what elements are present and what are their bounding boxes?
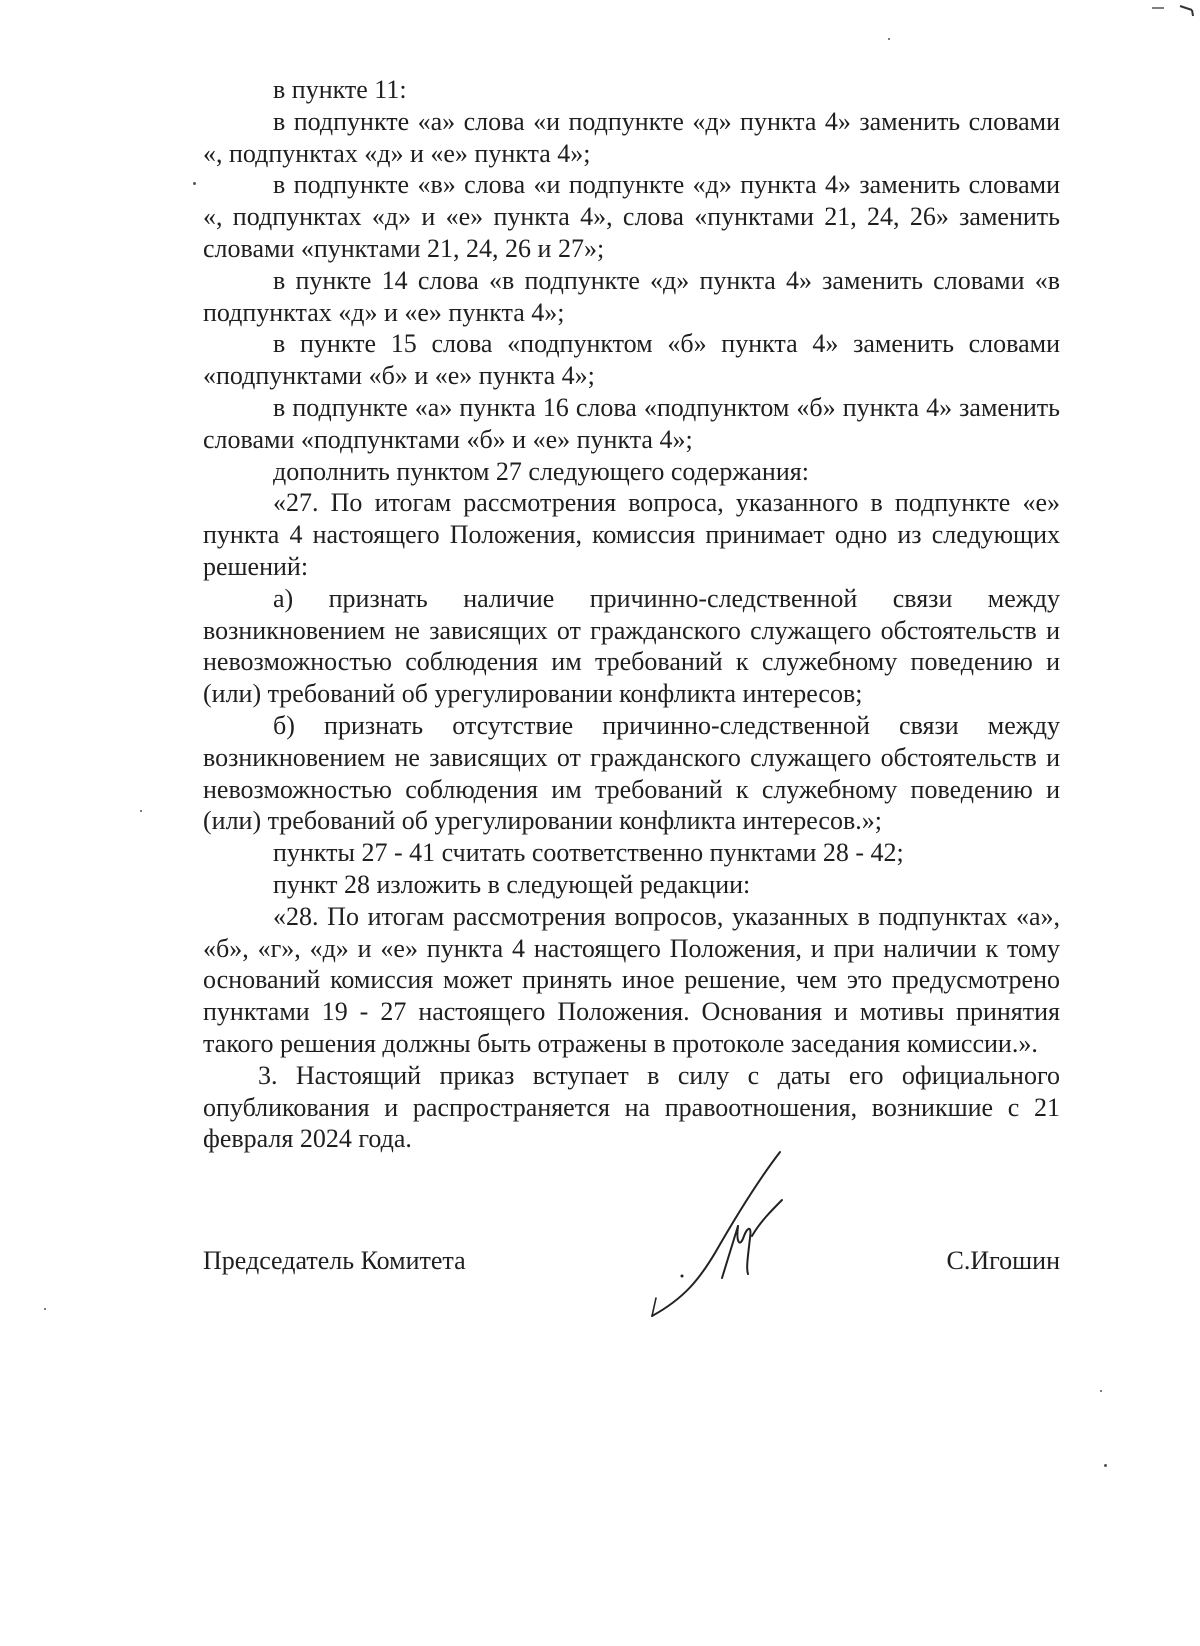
signatory-title: Председатель Комитета [203,1246,466,1275]
handwritten-signature [640,1148,820,1318]
paragraph-decision-a: а) признать наличие причинно-следственной связи между возникновением не зависящих от гражданского служащего обстоятельств и невозможностью соблюдения им требований к служебному поведению и (или) требований об урегулировании конфликта интересов; [203,583,1060,709]
signatory-name: С.Игошин [946,1246,1060,1275]
paragraph-podpunkt-a: в подпункте «а» слова «и подпункте «д» пункта 4» заменить словами «, подпунктах «д» и «е» пункта 4»; [203,106,1060,168]
scan-speck [1104,1464,1107,1467]
paragraph-add-punkt-27: дополнить пунктом 27 следующего содержания: [273,456,809,486]
paragraph-podpunkt-v: в подпункте «в» слова «и подпункте «д» пункта 4» заменить словами «, подпунктах «д» и «е» пункта 4», слова «пунктами 21, 24, 26» заменить словами «пунктами 21, 24, 26 и 27»; [203,170,1060,263]
paragraph-punkt-28-text: «28. По итогам рассмотрения вопросов, указанных в подпунктах «а», «б», «г», «д» и «е» пункта 4 настоящего Положения, и при наличии к тому оснований комиссия может принять иное решение, чем это предусмотрено пунктами 19 - 27 настоящего Положения. Основания и мотивы принятия такого решения должны быть отражены в протоколе заседания комиссии.». [203,901,1060,1058]
paragraph-punkt-16: в подпункте «а» пункта 16 слова «подпунктом «б» пункта 4» заменить словами «подпунктами «б» и «е» пункта 4»; [203,392,1060,454]
scan-speck [193,182,196,185]
paragraph-punkt-14: в пункте 14 слова «в подпункте «д» пункта 4» заменить словами «в подпунктах «д» и «е» пункта 4»; [203,265,1060,327]
document-body [203,74,1060,1155]
paragraph-renumber: пункты 27 - 41 считать соответственно пунктами 28 - 42; [273,838,904,868]
paragraph-punkt-11: в пункте 11: [273,75,407,104]
scan-speck [44,1308,46,1310]
paragraph-punkt-28-intro: пункт 28 изложить в следующей редакции: [273,869,751,899]
signature-block [203,1245,1060,1285]
scan-speck [140,810,142,812]
scan-speck [888,38,890,40]
scan-speck [1100,1390,1102,1392]
paragraph-punkt-15: в пункте 15 слова «подпунктом «б» пункта 4» заменить словами «подпунктами «б» и «е» пункта 4»; [203,329,1060,391]
scan-corner-mark [1140,0,1200,24]
paragraph-decision-b: б) признать отсутствие причинно-следственной связи между возникновением не зависящих от гражданского служащего обстоятельств и невозможностью соблюдения им требований к служебному поведению и (или) требований об урегулировании конфликта интересов.»; [203,710,1060,836]
paragraph-item-3: 3. Настоящий приказ вступает в силу с даты его официального опубликования и распространяется на правоотношения, возникшие с 21 февраля 2024 года. [203,1060,1060,1154]
paragraph-punkt-27-text: «27. По итогам рассмотрения вопроса, указанного в подпункте «е» пункта 4 настоящего Положения, комиссия принимает одно из следующих решений: [203,488,1060,581]
